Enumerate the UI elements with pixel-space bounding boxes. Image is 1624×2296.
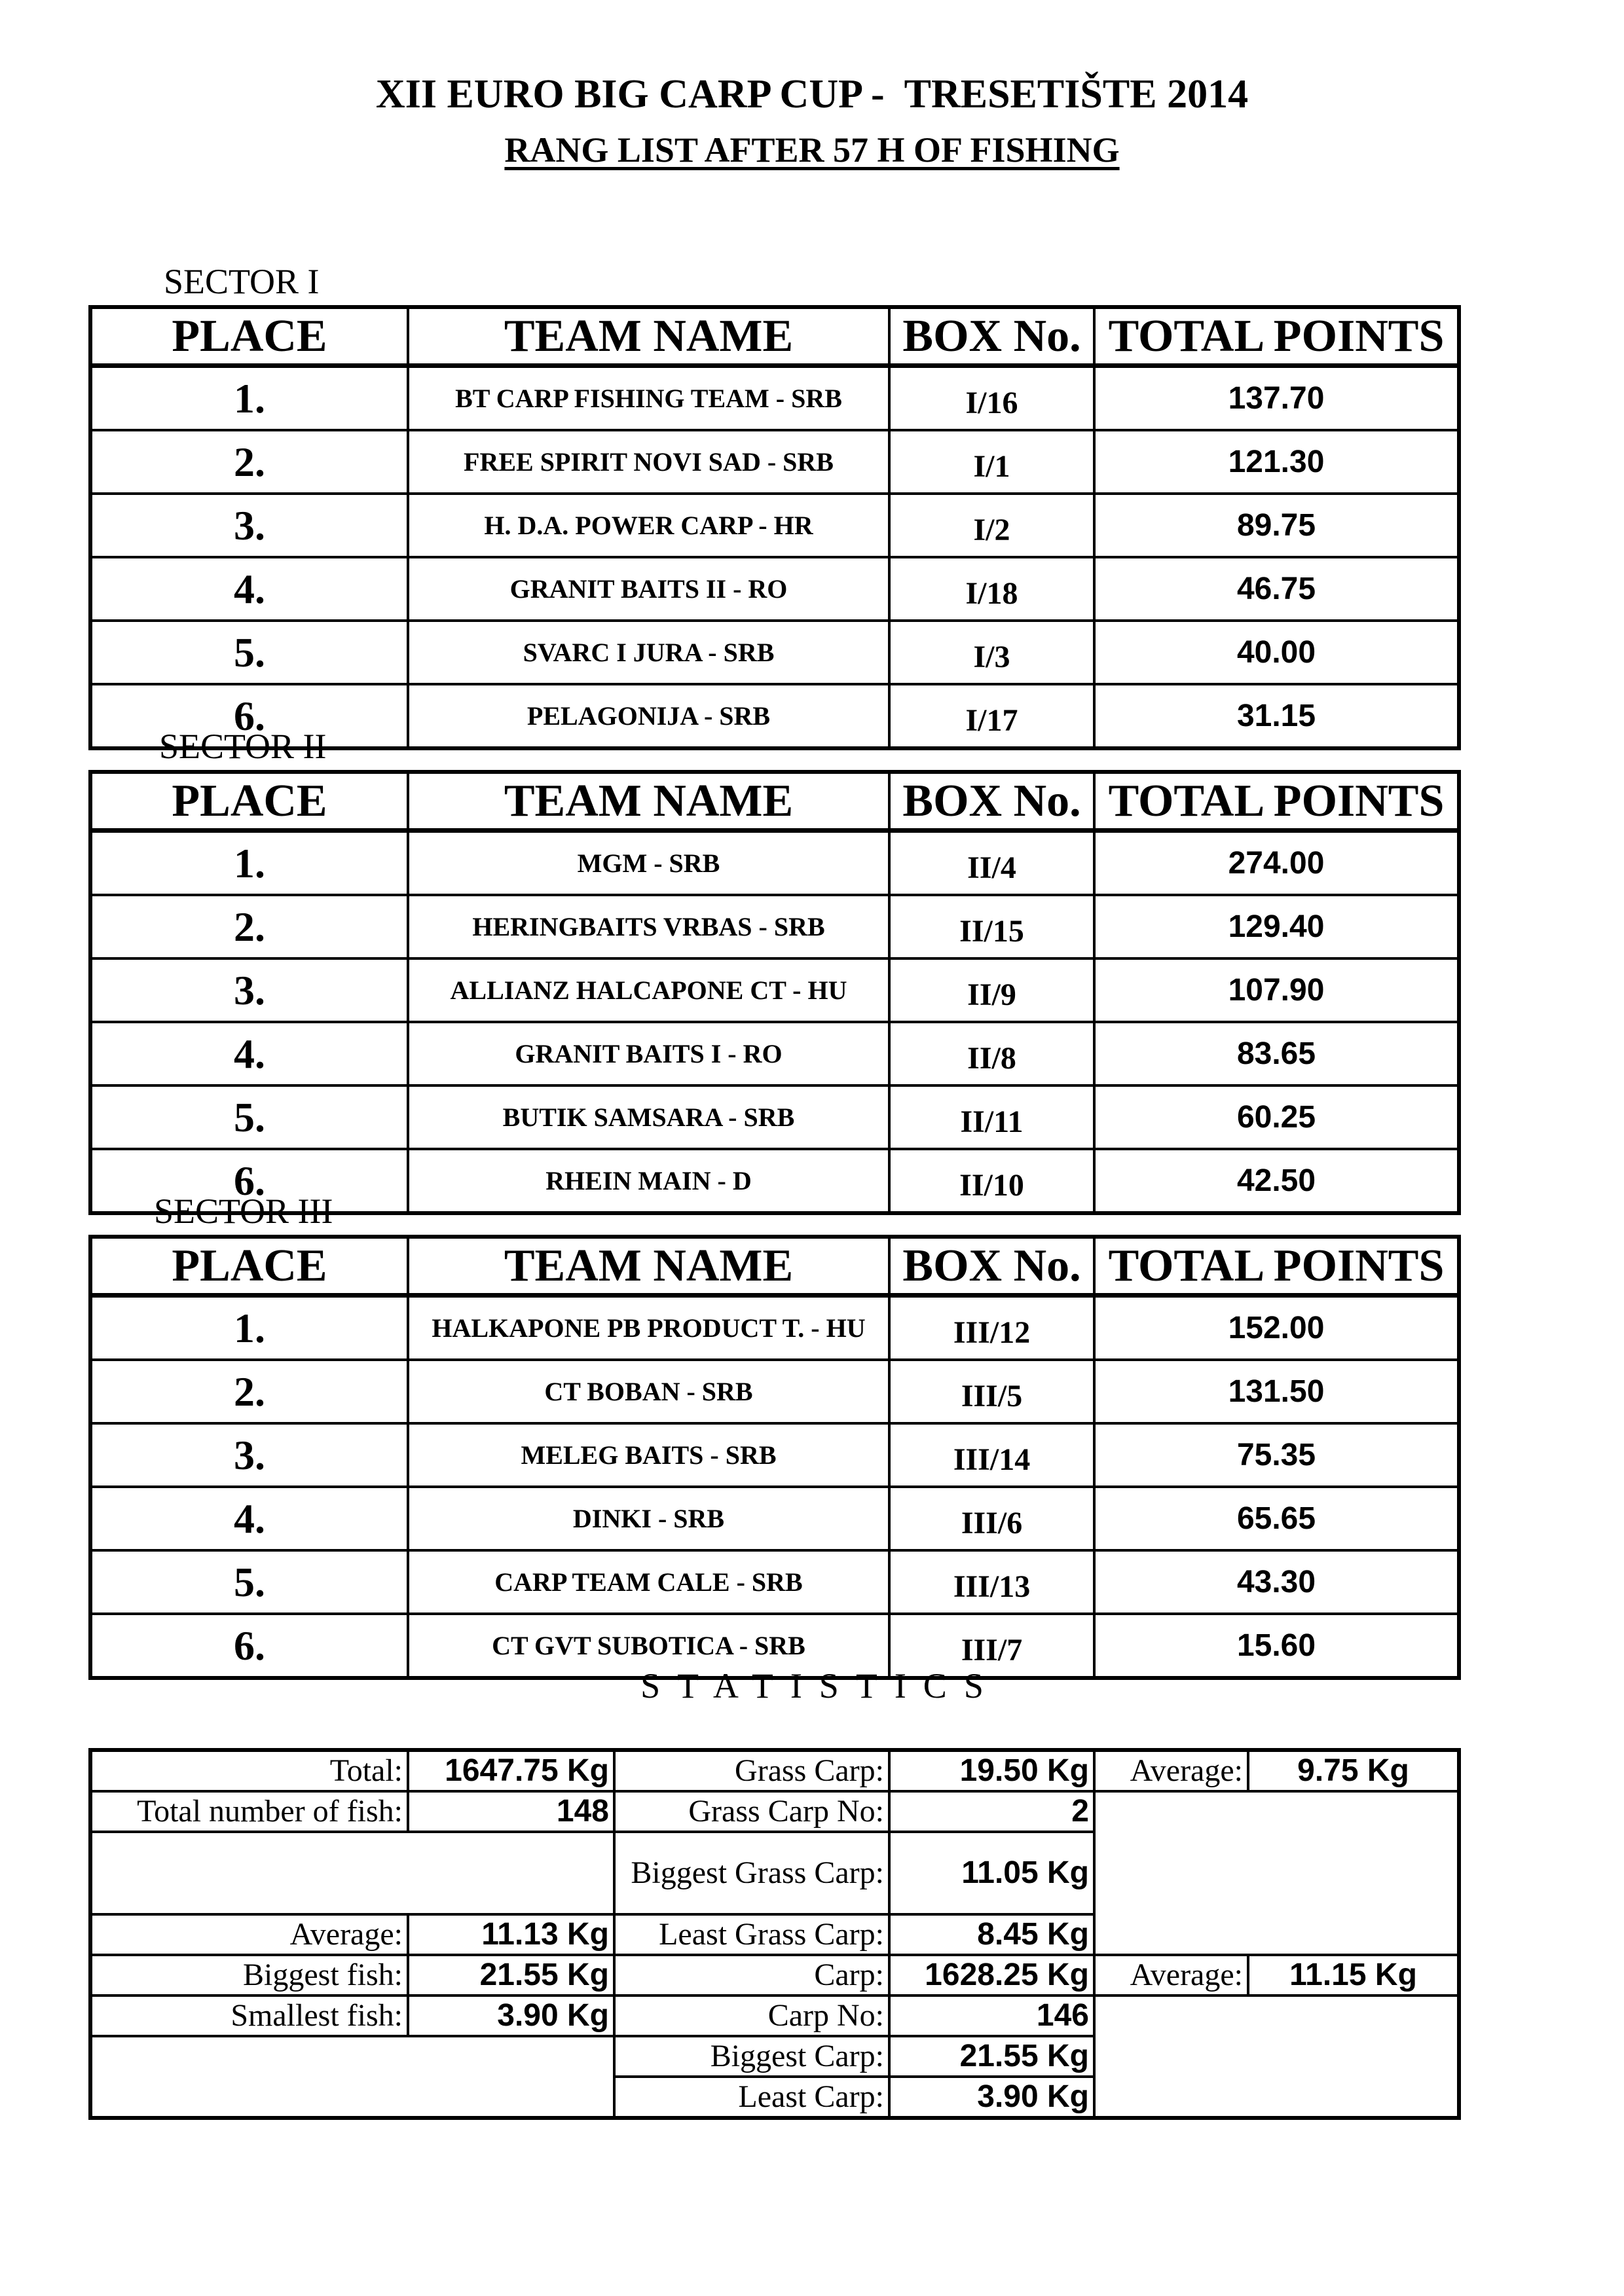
- points-cell: 152.00: [1094, 1296, 1459, 1360]
- table-row: [90, 1296, 1459, 1360]
- team-cell: MGM - SRB: [408, 831, 889, 896]
- points-cell: 89.75: [1094, 494, 1459, 557]
- box-cell: II/8: [889, 1022, 1094, 1085]
- box-cell: I/3: [889, 621, 1094, 684]
- grass-carp-average-label: Average:: [1094, 1750, 1248, 1791]
- col-header-team: TEAM NAME: [408, 1237, 889, 1296]
- smallest-fish-value: 3.90 Kg: [408, 1995, 614, 2036]
- place-cell: 1.: [90, 1296, 408, 1360]
- col-header-team: TEAM NAME: [408, 772, 889, 831]
- least-grass-carp-label: Least Grass Carp:: [614, 1914, 889, 1955]
- place-cell: 4.: [90, 557, 408, 621]
- place-cell: 3.: [90, 1423, 408, 1487]
- place-cell: 4.: [90, 1487, 408, 1550]
- place-cell: 5.: [90, 1550, 408, 1614]
- sector-label-3: SECTOR III: [154, 1192, 333, 1231]
- col-header-place: PLACE: [90, 307, 408, 366]
- team-cell: CT BOBAN - SRB: [408, 1360, 889, 1423]
- box-cell: II/11: [889, 1085, 1094, 1149]
- box-cell: I/18: [889, 557, 1094, 621]
- fish-count-value: 148: [408, 1791, 614, 1832]
- stats-row: [90, 1995, 1459, 2036]
- carp-count-value: 146: [889, 1995, 1094, 2036]
- empty-cell: [1094, 1995, 1459, 2118]
- least-grass-carp-value: 8.45 Kg: [889, 1914, 1094, 1955]
- total-value: 1647.75 Kg: [408, 1750, 614, 1791]
- table-row: [90, 958, 1459, 1022]
- biggest-grass-carp-value: 11.05 Kg: [889, 1832, 1094, 1914]
- average-label: Average:: [90, 1914, 408, 1955]
- points-cell: 46.75: [1094, 557, 1459, 621]
- page-title: XII EURO BIG CARP CUP - TRESETIŠTE 2014: [375, 72, 1249, 117]
- table-row: [90, 366, 1459, 431]
- fish-count-label: Total number of fish:: [90, 1791, 408, 1832]
- sector-table-1: [88, 305, 1461, 750]
- grass-carp-count-value: 2: [889, 1791, 1094, 1832]
- statistics-heading: STATISTICS: [640, 1666, 1001, 1705]
- place-cell: 1.: [90, 366, 408, 431]
- team-cell: RHEIN MAIN - D: [408, 1149, 889, 1213]
- place-cell: 5.: [90, 1085, 408, 1149]
- average-value: 11.13 Kg: [408, 1914, 614, 1955]
- col-header-points: TOTAL POINTS: [1094, 307, 1459, 366]
- col-header-points: TOTAL POINTS: [1094, 772, 1459, 831]
- team-cell: H. D.A. POWER CARP - HR: [408, 494, 889, 557]
- table-row: [90, 1550, 1459, 1614]
- least-carp-value: 3.90 Kg: [889, 2077, 1094, 2118]
- carp-value: 1628.25 Kg: [889, 1955, 1094, 1995]
- biggest-carp-label: Biggest Carp:: [614, 2036, 889, 2077]
- box-cell: III/12: [889, 1296, 1094, 1360]
- points-cell: 43.30: [1094, 1550, 1459, 1614]
- box-cell: III/6: [889, 1487, 1094, 1550]
- grass-carp-average-value: 9.75 Kg: [1248, 1750, 1459, 1791]
- empty-cell: [1094, 1791, 1459, 1955]
- points-cell: 15.60: [1094, 1614, 1459, 1678]
- place-cell: 2.: [90, 430, 408, 494]
- team-cell: CARP TEAM CALE - SRB: [408, 1550, 889, 1614]
- team-cell: PELAGONIJA - SRB: [408, 684, 889, 748]
- box-cell: III/13: [889, 1550, 1094, 1614]
- col-header-box: BOX No.: [889, 307, 1094, 366]
- team-cell: BT CARP FISHING TEAM - SRB: [408, 366, 889, 431]
- table-row: [90, 1423, 1459, 1487]
- table-header-row: [90, 772, 1459, 831]
- team-cell: HALKAPONE PB PRODUCT T. - HU: [408, 1296, 889, 1360]
- sector-label-2: SECTOR II: [159, 727, 327, 766]
- table-row: [90, 831, 1459, 896]
- team-cell: SVARC I JURA - SRB: [408, 621, 889, 684]
- place-cell: 5.: [90, 621, 408, 684]
- table-header-row: [90, 1237, 1459, 1296]
- sector-table-3: [88, 1235, 1461, 1680]
- table-row: [90, 494, 1459, 557]
- sector-label-1: SECTOR I: [164, 262, 320, 301]
- table-row: [90, 1022, 1459, 1085]
- place-cell: 6.: [90, 1149, 408, 1213]
- col-header-team: TEAM NAME: [408, 307, 889, 366]
- points-cell: 137.70: [1094, 366, 1459, 431]
- points-cell: 75.35: [1094, 1423, 1459, 1487]
- team-cell: DINKI - SRB: [408, 1487, 889, 1550]
- smallest-fish-label: Smallest fish:: [90, 1995, 408, 2036]
- box-cell: II/10: [889, 1149, 1094, 1213]
- points-cell: 83.65: [1094, 1022, 1459, 1085]
- team-cell: ALLIANZ HALCAPONE CT - HU: [408, 958, 889, 1022]
- points-cell: 107.90: [1094, 958, 1459, 1022]
- col-header-place: PLACE: [90, 772, 408, 831]
- grass-carp-value: 19.50 Kg: [889, 1750, 1094, 1791]
- table-header-row: [90, 307, 1459, 366]
- place-cell: 6.: [90, 684, 408, 748]
- table-row: [90, 1085, 1459, 1149]
- box-cell: II/15: [889, 895, 1094, 958]
- col-header-points: TOTAL POINTS: [1094, 1237, 1459, 1296]
- points-cell: 31.15: [1094, 684, 1459, 748]
- place-cell: 1.: [90, 831, 408, 896]
- place-cell: 6.: [90, 1614, 408, 1678]
- least-carp-label: Least Carp:: [614, 2077, 889, 2118]
- box-cell: I/17: [889, 684, 1094, 748]
- stats-row: [90, 1955, 1459, 1995]
- team-cell: BUTIK SAMSARA - SRB: [408, 1085, 889, 1149]
- biggest-fish-label: Biggest fish:: [90, 1955, 408, 1995]
- stats-row: [90, 1750, 1459, 1791]
- biggest-fish-value: 21.55 Kg: [408, 1955, 614, 1995]
- points-cell: 40.00: [1094, 621, 1459, 684]
- carp-average-value: 11.15 Kg: [1248, 1955, 1459, 1995]
- empty-cell: [90, 2036, 614, 2118]
- table-row: [90, 557, 1459, 621]
- total-label: Total:: [90, 1750, 408, 1791]
- biggest-carp-value: 21.55 Kg: [889, 2036, 1094, 2077]
- points-cell: 60.25: [1094, 1085, 1459, 1149]
- box-cell: II/4: [889, 831, 1094, 896]
- col-header-box: BOX No.: [889, 1237, 1094, 1296]
- carp-label: Carp:: [614, 1955, 889, 1995]
- statistics-table: [88, 1748, 1461, 2120]
- table-row: [90, 430, 1459, 494]
- place-cell: 3.: [90, 494, 408, 557]
- table-row: [90, 895, 1459, 958]
- team-cell: FREE SPIRIT NOVI SAD - SRB: [408, 430, 889, 494]
- team-cell: GRANIT BAITS I - RO: [408, 1022, 889, 1085]
- place-cell: 3.: [90, 958, 408, 1022]
- col-header-place: PLACE: [90, 1237, 408, 1296]
- grass-carp-label: Grass Carp:: [614, 1750, 889, 1791]
- table-row: [90, 1487, 1459, 1550]
- col-header-box: BOX No.: [889, 772, 1094, 831]
- page-subtitle: RANG LIST AFTER 57 H OF FISHING: [504, 130, 1120, 170]
- carp-count-label: Carp No:: [614, 1995, 889, 2036]
- biggest-grass-carp-label: Biggest Grass Carp:: [614, 1832, 889, 1914]
- team-cell: CT GVT SUBOTICA - SRB: [408, 1614, 889, 1678]
- box-cell: I/2: [889, 494, 1094, 557]
- points-cell: 274.00: [1094, 831, 1459, 896]
- box-cell: I/1: [889, 430, 1094, 494]
- points-cell: 42.50: [1094, 1149, 1459, 1213]
- place-cell: 2.: [90, 895, 408, 958]
- points-cell: 65.65: [1094, 1487, 1459, 1550]
- grass-carp-count-label: Grass Carp No:: [614, 1791, 889, 1832]
- place-cell: 2.: [90, 1360, 408, 1423]
- stats-row: [90, 1791, 1459, 1832]
- table-row: [90, 1360, 1459, 1423]
- box-cell: III/14: [889, 1423, 1094, 1487]
- carp-average-label: Average:: [1094, 1955, 1248, 1995]
- team-cell: MELEG BAITS - SRB: [408, 1423, 889, 1487]
- table-row: [90, 621, 1459, 684]
- box-cell: III/5: [889, 1360, 1094, 1423]
- points-cell: 129.40: [1094, 895, 1459, 958]
- points-cell: 121.30: [1094, 430, 1459, 494]
- place-cell: 4.: [90, 1022, 408, 1085]
- points-cell: 131.50: [1094, 1360, 1459, 1423]
- box-cell: II/9: [889, 958, 1094, 1022]
- box-cell: I/16: [889, 366, 1094, 431]
- team-cell: HERINGBAITS VRBAS - SRB: [408, 895, 889, 958]
- sector-table-2: [88, 770, 1461, 1215]
- box-cell: III/7: [889, 1614, 1094, 1678]
- team-cell: GRANIT BAITS II - RO: [408, 557, 889, 621]
- empty-cell: [90, 1832, 614, 1914]
